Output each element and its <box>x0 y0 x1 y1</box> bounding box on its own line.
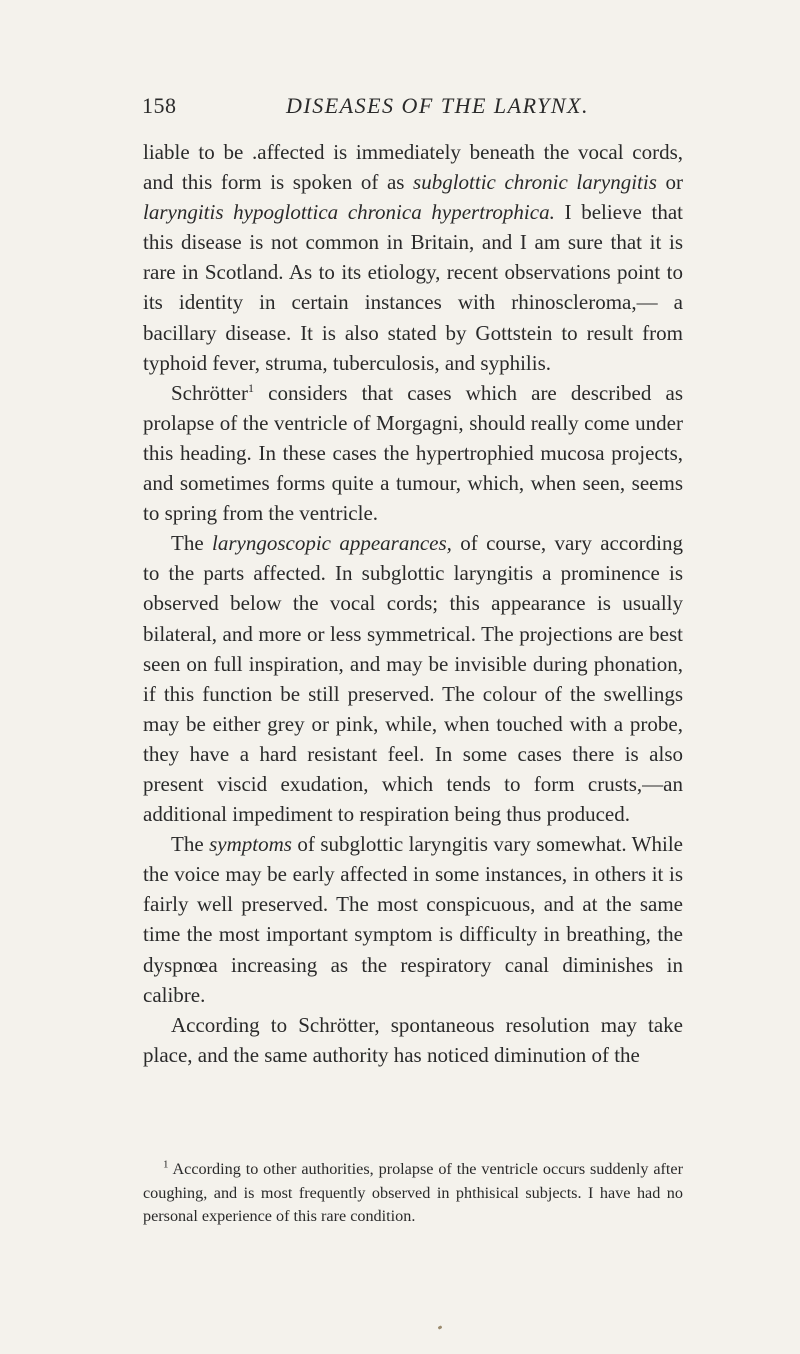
text-run: or <box>656 170 683 195</box>
text-run: The <box>171 531 213 556</box>
text-run: The <box>171 832 210 857</box>
paragraph <box>143 829 683 1010</box>
italic-text: symptoms <box>209 832 292 857</box>
text-run: Schrötter <box>171 380 248 405</box>
italic-text: subglottic chronic laryngitis <box>413 170 657 195</box>
page-number: 158 <box>142 93 177 118</box>
text-run: I believe that this disease is not common in Britain, and I am sure that it is rare in Scotland. As to its etiology, recent observations point to its identity in certain instances with rhinoscleroma,— a bacillary disease. It is also stated by Gottstein to result from typhoid fever, struma, tuberculosis, and syphilis. <box>143 200 683 375</box>
paragraph <box>143 137 683 378</box>
text-run: According to Schrötter, spontaneous resolution may take place, and the same authority has noticed diminution of the <box>143 1012 683 1067</box>
paragraph <box>143 1010 683 1070</box>
running-head <box>0 93 800 123</box>
body-text <box>143 137 683 1070</box>
text-run: of course, vary according to the parts affected. In subglottic laryngitis a prominence is observed below the vocal cords; this appearance is usually bilateral, and more or less symmetrical. The projections are best seen on full inspiration, and may be invisible during phonation, if this function be still preserved. The colour of the swellings may be either grey or pink, while, when touched with a probe, they have a hard resistant feel. In some cases there is also present viscid exudation, which tends to form crusts,—an additional impediment to respiration being thus produced. <box>143 531 683 827</box>
footnote <box>143 1158 683 1229</box>
text-run: liable to be .affected is immediately beneath the vocal cords, and this form is spoken of as <box>143 140 683 195</box>
text-run: of subglottic laryngitis vary somewhat. While the voice may be early affected in some instances, in others it is fairly well preserved. The most conspicuous, and at the same time the most important symptom is difficulty in breathing, the dyspnœa increasing as the respiratory canal diminishes in calibre. <box>143 832 683 1007</box>
footnote-text: According to other authorities, prolapse of the ventricle occurs suddenly after coughing, and is most frequently observed in phthisical subjects. I have had no personal experience of this rare condition. <box>143 1160 683 1225</box>
italic-text: laryngoscopic appearances, <box>212 531 452 556</box>
paper-speck <box>438 1325 443 1330</box>
footnote-paragraph <box>143 1158 683 1229</box>
text-run: considers that cases which are described as prolapse of the ventricle of Morgagni, should really come under this heading. In these cases the hypertrophied mucosa projects, and sometimes forms quite a tumour, which, when seen, seems to spring from the ventricle. <box>143 380 683 526</box>
italic-text: laryngitis hypoglottica chronica hypertrophica. <box>143 200 555 225</box>
running-head-title: DISEASES OF THE LARYNX. <box>286 93 589 118</box>
paragraph <box>143 528 683 829</box>
paragraph <box>143 378 683 528</box>
footnote-marker: 1 <box>163 1158 169 1171</box>
footnote-reference: 1 <box>247 380 254 395</box>
